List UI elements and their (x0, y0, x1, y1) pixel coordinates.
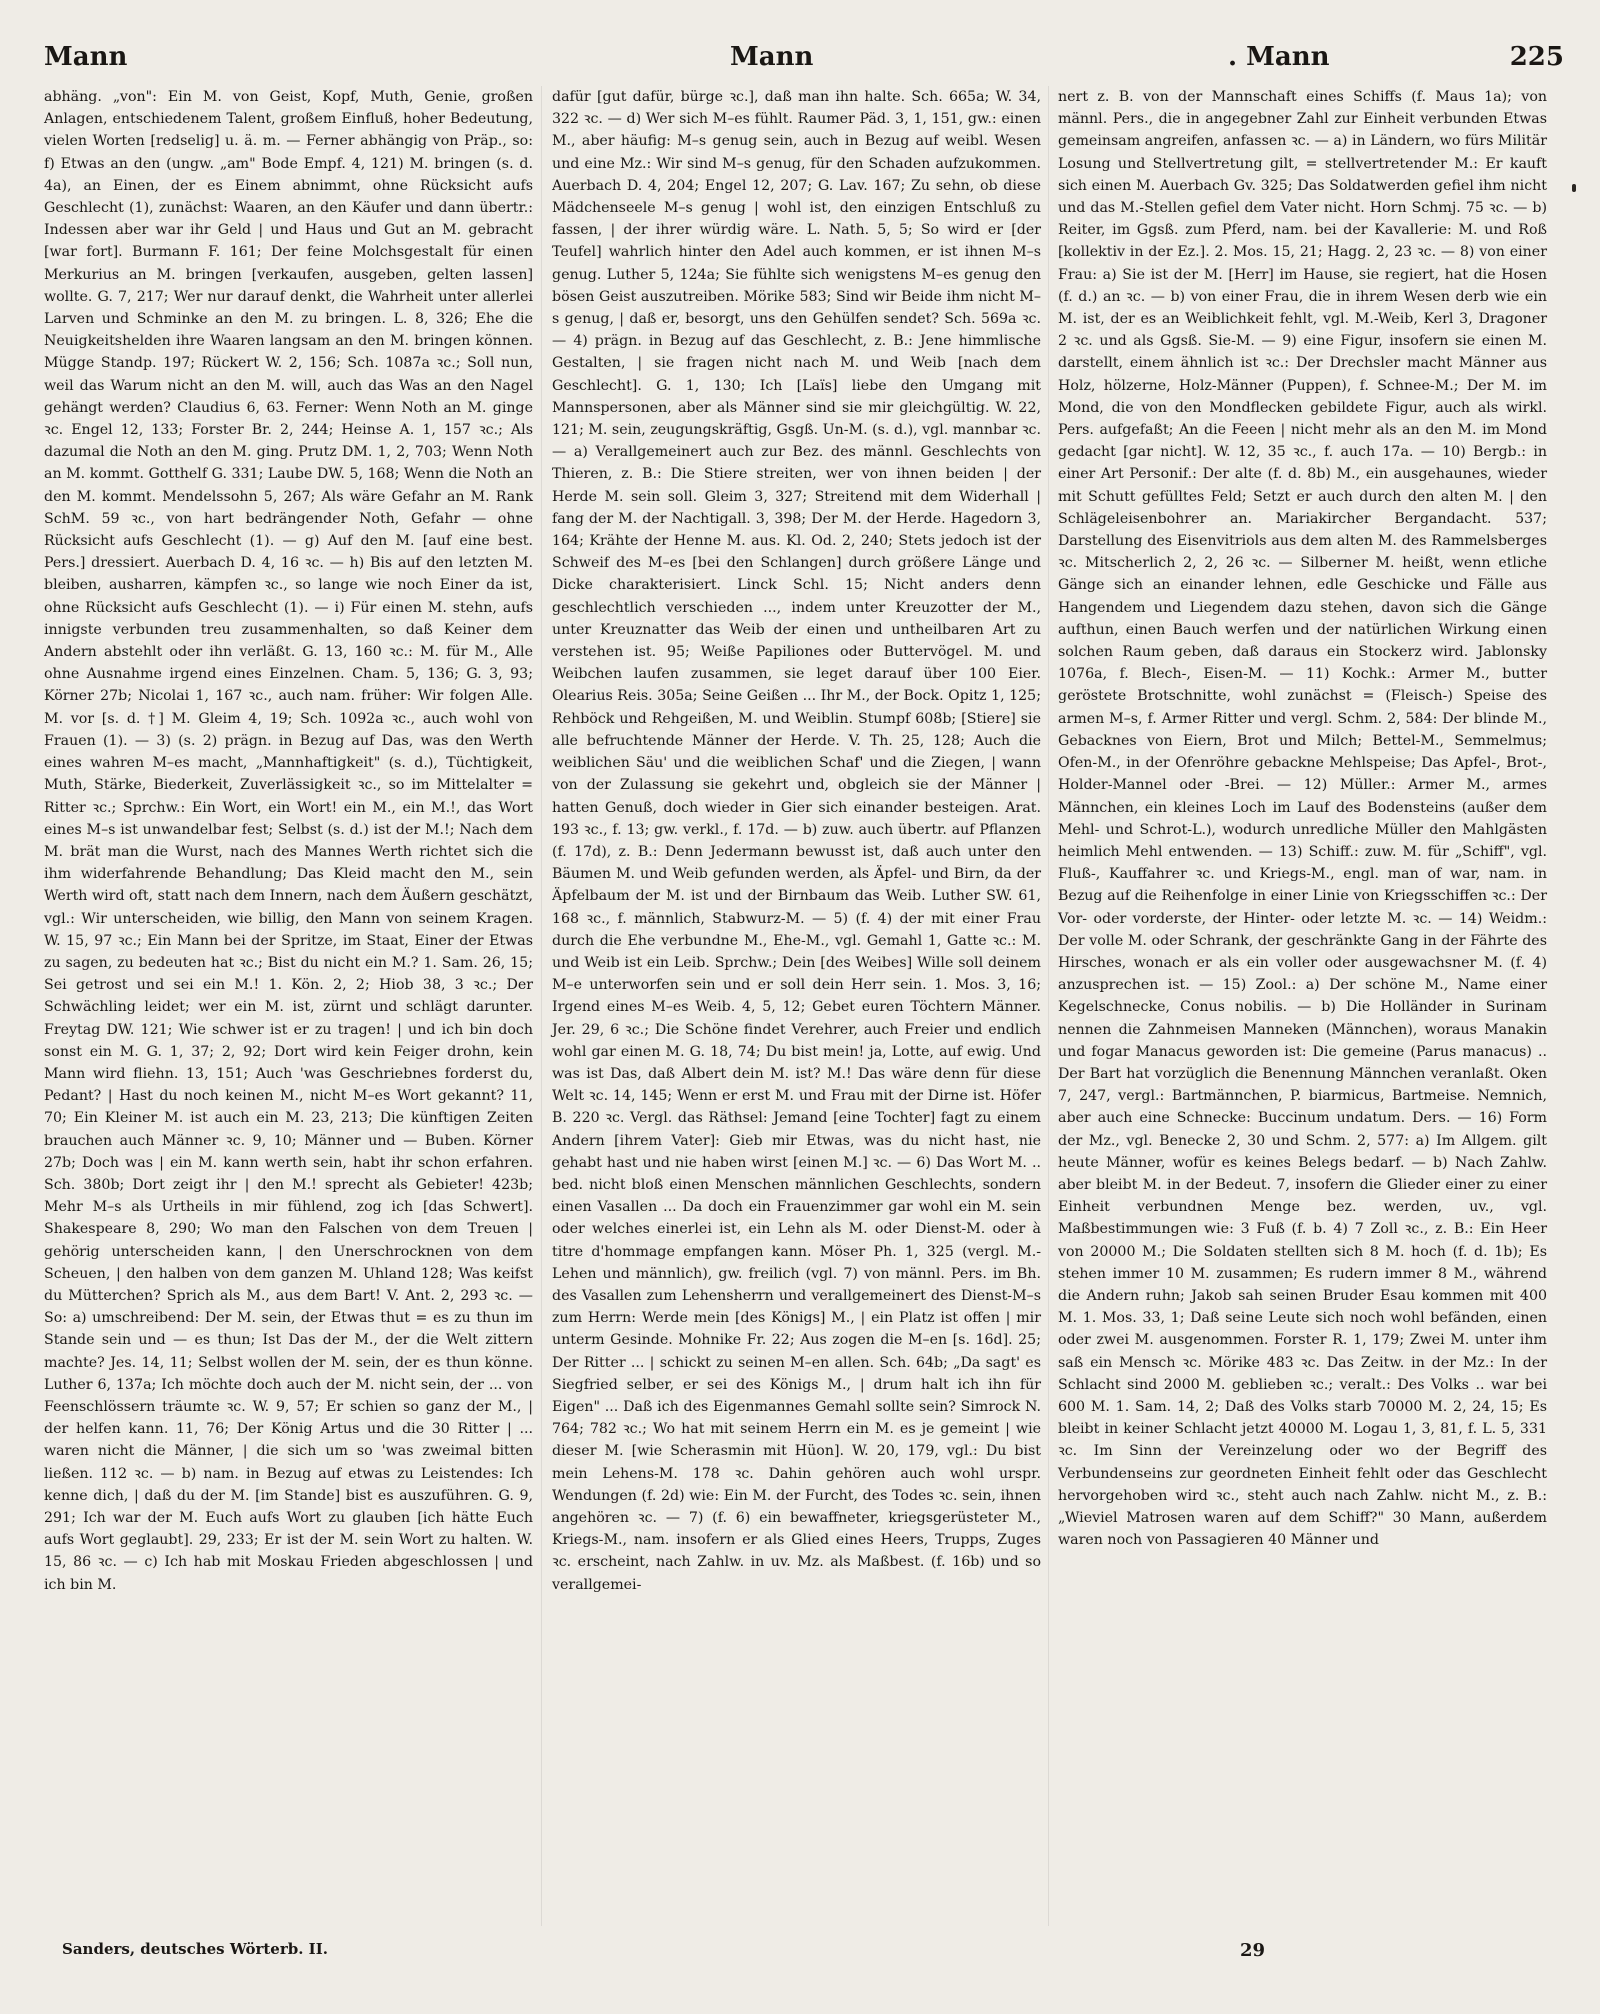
entry-text: abhäng. „von": Ein M. von Geist, Kopf, Muth, Genie, großen Anlagen, entschiedenem Talent, großem Einfluß, hoher Bedeutung, vielen Worten [redselig] u. ä. m. — Ferner abhängig von Präp., so: f) Etwas an den (ungw. „am" Bode Empf. 4, 121) M. bringen (s. d. 4a), an Einen, der es Einem abnimmt, ohne Rücksicht aufs Geschlecht (1), zunächst: Waaren, an den Käufer und dann übertr.: Indessen aber war ihr Geld | und Haus und Gut an M. gebracht [war fort]. Burmann F. 161; Der feine Molchsgestalt für einen Merkurius an M. bringen [verkaufen, ausgeben, gelten lassen] wollte. G. 7, 217; Wer nur darauf denkt, die Wahrheit unter allerlei Larven und Schminke an den M. zu bringen. L. 8, 326; Ehe die Neuigkeitshelden ihre Waaren langsam an den M. bringen können. Müggе Standp. 197; Rückert W. 2, 156; Sch. 1087a ꝛc.; Soll nun, weil das Warum nicht an den M. will, auch das Was an den Nagel gehängt werden? Claudius 6, 63. Ferner: Wenn Noth an M. ginge ꝛc. Engel 12, 133; Forster Br. 2, 244; Heinse A. 1, 157 ꝛc.; Als dazumal die Noth an den M. ging. Prutz DM. 1, 2, 703; Wenn Noth an M. kommt. Gotthelf G. 331; Laube DW. 5, 168; Wenn die Noth an den M. kommt. Mendelssohn 5, 267; Als wäre Gefahr an M. Rank SchM. 59 ꝛc., von hart bedrängender Noth, Gefahr — ohne Rücksicht aufs Geschlecht (1). — g) Auf den M. [auf eine best. Pers.] dressiert. Auerbach D. 4, 16 ꝛc. — h) Bis auf den letzten M. bleiben, ausharren, kämpfen ꝛc., so lange wie noch Einer da ist, ohne Rücksicht aufs Geschlecht (1). — i) Für einen M. stehn, aufs innigste verbunden treu zusammenhalten, so daß Keiner dem Andern abstehlt oder ihn verläßt. G. 13, 160 ꝛc.: M. für M., Alle ohne Ausnahme irgend eines Einzelnen. Cham. 5, 136; G. 3, 93; Körner 27b; Nicolai 1, 167 ꝛc., auch nam. früher: Wir folgen Alle. M. vor [s. d. †] M. Gleim 4, 19; Sch. 1092a ꝛc., auch wohl von Frauen (1). — 3) (s. 2) prägn. in Bezug auf Das, was den Werth eines wahren M–es macht, „Mannhaftigkeit" (s. d.), Tüchtigkeit, Muth, Stärke, Biederkeit, Zuverlässigkeit ꝛc., so im Mittelalter = Ritter ꝛc.; Sprchw.: Ein Wort, ein Wort! ein M., ein M.!, das Wort eines M–s ist unwandelbar fest; Selbst (s. d.) ist der M.!; Nach dem M. brät man die Wurst, nach des Mannes Werth richtet sich die ihm widerfahrende Behandlung; Das Kleid macht den M., sein Werth wird oft, statt nach dem Innern, nach dem Äußern geschätzt, vgl.: Wir unterscheiden, wie billig, den Mann von seinem Kragen. W. 15, 97 ꝛc.; Ein Mann bei der Spritze, im Staat, Einer der Etwas zu sagen, zu bedeuten hat ꝛc.; Bist du nicht ein M.? 1. Sam. 26, 15; Sei getrost und sei ein M.! 1. Kön. 2, 2; Hiob 38, 3 ꝛc.; Der Schwächling leidet; wer ein M. ist, zürnt und schlägt darunter. Freytag DW. 121; Wie schwer ist er zu tragen! | und ich bin doch sonst ein M. G. 1, 37; 2, 92; Dort wird kein Feiger drohn, kein Mann wird fliehn. 13, 151; Auch 'was Geschriebnes forderst du, Pedant? | Hast du noch keinen M., nicht M–es Wort gekannt? 11, 70; Ein Kleiner M. ist auch ein M. 23, 213; Die künftigen Zeiten brauchen auch Männer ꝛc. 9, 10; Männer und — Buben. Körner 27b; Doch was | ein M. kann werth sein, habt ihr schon erfahren. Sch. 380b; Dort zeigt ihr | den M.! sprecht als Gebieter! 423b; Mehr M–s als Urtheils in mir fühlend, zog ich [das Schwert]. Shakespeare 8, 290; Wo man den Falschen von dem Treuen | gehörig unterscheiden kann, | den Unerschrocknen von dem Scheuen, | den halben von dem ganzen M. Uhland 128; Was keifst du Mütterchen? Sprich als M., aus dem Bart! V. Ant. 2, 293 ꝛc. — So: a) umschreibend: Der M. sein, der Etwas thut = es zu thun im Stande sein und — es thun; Ist Das der M., der die Welt zittern machte? Jes. 14, 11; Selbst wollen der M. sein, der es thun könne. Luther 6, 137a; Ich möchte doch auch der M. nicht sein, der ... von Feenschlössern träumte ꝛc. W. 9, 57; Er schien so ganz der M., | der helfen kann. 11, 76; Der König Artus und die 30 Ritter | ... waren nicht die Männer, | die sich um so 'was zweimal bitten ließen. 112 ꝛc. — b) nam. in Bezug auf etwas zu Leistendes: Ich kenne dich, | daß du der M. [im Stande] bist es auszuführen. G. 9, 291; Ich war der M. Euch aufs Wort zu glauben [ich hätte Euch aufs Wort geglaubt]. 29, 233; Er ist der M. sein Wort zu halten. W. 15, 86 ꝛc. — c) Ich hab mit Moskau Frieden abgeschlossen | und ich bin M. (44, 89, 533, 1593)
headword-left: Mann (44, 42, 128, 72)
headword-center: Mann (730, 42, 814, 72)
entry-text: nert z. B. von der Mannschaft eines Schiffs (f. Maus 1a); von männl. Pers., die in angegebner Zahl zur Einheit verbunden Etwas gemeinsam angreifen, anfassen ꝛc. — a) in Ländern, wo fürs Militär Losung und Stellvertretung gilt, = stellvertretender M.: Er kauft sich einen M. Auerbach Gv. 325; Das Soldatwerden gefiel ihm nicht und das M.-Stellen gefiel dem Vater nicht. Horn Schmj. 75 ꝛc. — b) Reiter, im Ggsß. zum Pferd, nam. bei der Kavallerie: M. und Roß [kollektiv in der Ez.]. 2. Mos. 15, 21; Hagg. 2, 23 ꝛc. — 8) von einer Frau: a) Sie ist der M. [Herr] im Hause, sie regiert, hat die Hosen (f. d.) an ꝛc. — b) von einer Frau, die in ihrem Wesen derb wie ein M. ist, der es an Weiblichkeit fehlt, vgl. M.-Weib, Kerl 3, Dragoner 2 ꝛc. und als Ggsß. Sie-M. — 9) eine Figur, insofern sie einen M. darstellt, einem ähnlich ist ꝛc.: Der Drechsler macht Männer aus Holz, hölzerne, Holz-Männer (Puppen), f. Schnee-M.; Der M. im Mond, die von den Mondflecken gebildete Figur, auch als wirkl. Pers. aufgefaßt; An die Feeen | nicht mehr als an den M. im Mond gedacht [gar nicht]. W. 12, 35 ꝛc., f. auch 17a. — 10) Bergb.: in einer Art Personif.: Der alte (f. d. 8b) M., ein ausgehaunes, wieder mit Schutt gefülltes Feld; Setzt er auch durch den alten M. | den Schlägeleisenbohrer an. Mariakircher Bergandacht. 537; Darstellung des Eisenvitriols aus dem alten M. des Rammelsberges ꝛc. Mitscherlich 2, 2, 26 ꝛc. — Silberner M. heißt, wenn etliche Gänge sich an einander lehnen, edle Geschicke und Fälle aus Hangendem und Liegendem dazu stehen, davon sich die Gänge aufthun, einen Bauch werfen und der natürlichen Wirkung einen solchen Raum geben, daß daraus ein Stockerz wird. Jablonsky 1076a, f. Blech-, Eisen-M. — 11) Kochk.: Armer M., butter geröstete Brotschnitte, wohl zunächst = (Fleisch-) Speise des armen M–s, f. Armer Ritter und vergl. Schm. 2, 584: Der blinde M., Gebacknes von Eiern, Brot und Milch; Bettel-M., Semmelmus; Ofen-M., in der Ofenröhre gebackne Mehlspeise; Das Apfel-, Brot-, Holder-Mannel oder -Brei. — 12) Müller.: Armer M., armes Männchen, ein kleines Loch im Lauf des Bodensteins (außer dem Mehl- und Schrot-L.), wodurch unredliche Müller den Mahlgästen heimlich Mehl entwenden. — 13) Schiff.: zuw. M. für „Schiff", vgl. Fluß-, Kauffahrer ꝛc. und Kriegs-M., engl. man of war, nam. in Bezug auf die Reihenfolge in einer Linie von Kriegsschiffen ꝛc.: Der Vor- oder vorderste, der Hinter- oder letzte M. ꝛc. — 14) Weidm.: Der volle M. oder Schrank, der geschränkte Gang in der Fährte des Hirsches, wonach er als ein voller oder ausgewachsner M. (f. 4) anzusprechen ist. — 15) Zool.: a) Der schöne M., Name einer Kegelschnecke, Conus nobilis. — b) Die Holländer in Surinam nennen die Zahnmeisen Manneken (Männchen), woraus Manakin und fogar Manacus geworden ist: Die gemeine (Parus manacus) .. Der Bart hat vorzüglich die Benennung Männchen veranlaßt. Oken 7, 247, vergl.: Bartmännchen, P. biarmicus, Bartmeise. Nemnich, aber auch eine Schnecke: Buccinum undatum. Ders. — 16) Form der Mz., vgl. Benecke 2, 30 und Schm. 2, 577: a) Im Allgem. gilt heute Männer, wofür es keines Belegs bedarf. — b) Nach Zahlw. aber bleibt M. in der Bedeut. 7, insofern die Glieder einer zu einer Einheit verbundnen Menge bez. werden, uv., vgl. Maßbestimmungen wie: 3 Fuß (f. b. 4) 7 Zoll ꝛc., z. B.: Ein Heer von 20000 M.; Die Soldaten stellten sich 8 M. hoch (f. d. 1b); Es stehen immer 10 M. zusammen; Es rudern immer 8 M., während die Andern ruhn; Jakob sah seinen Bruder Esau kommen mit 400 M. 1. Mos. 33, 1; Daß seine Leute sich noch wohl befänden, einen oder zwei M. ausgenommen. Forster R. 1, 179; Zwei M. unter ihm saß ein Mensch ꝛc. Mörike 483 ꝛc. Das Zeitw. in der Mz.: In der Schlacht sind 2000 M. geblieben ꝛc.; veralt.: Des Volks .. war bei 600 M. 1. Sam. 14, 2; Daß des Volks starb 70000 M. 2, 24, 15; Es bleibt in keiner Schlacht jetzt 40000 M. Logau 1, 3, 81, f. L. 5, 331 ꝛc. Im Sinn der Vereinzelung oder wo der Begriff des Verbundenseins zur geordneten Einheit fehlt oder das Geschlecht hervorgehoben wird ꝛc., steht auch nach Zahlw. nicht M., z. B.: „Wieviel Matrosen waren auf dem Schiff?" 30 Mann, außerdem waren noch von Passagieren 40 Männer und (1058, 89, 1547, 1549)
margin-mark (1572, 184, 1576, 192)
signature-mark: 29 (1240, 1940, 1266, 1961)
text-column-middle (552, 86, 1041, 1596)
footer-imprint: Sanders, deutsches Wörterb. II. (62, 1940, 328, 1958)
column-rule-1 (541, 86, 542, 1926)
headword-right: . Mann (1228, 42, 1330, 72)
text-column-left (44, 86, 533, 1596)
page-number: 225 (1509, 42, 1564, 72)
running-header (44, 42, 1564, 82)
column-rule-2 (1048, 86, 1049, 1926)
entry-text: dafür [gut dafür, bürge ꝛc.], daß man ihn halte. Sch. 665a; W. 34, 322 ꝛc. — d) Wer sich M–es fühlt. Raumer Päd. 3, 1, 151, gw.: einen M., aber häufig: M–s genug sein, auch in Bezug auf weibl. Wesen und eine Mz.: Wir sind M–s genug, für den Schaden aufzukommen. Auerbach D. 4, 204; Engel 12, 207; G. Lav. 167; Zu sehn, ob diese Mädchenseele M–s genug | wohl ist, den einzigen Entschluß zu fassen, | der ihrer würdig wäre. L. Nath. 5, 5; So wird er [der Teufel] wahrlich hinter den Adel auch kommen, er ist ihnen M–s genug. Luther 5, 124a; Sie fühlte sich wenigstens M–es genug den bösen Geist auszutreiben. Mörike 583; Sind wir Beide ihm nicht M–s genug, | daß er, besorgt, uns den Gehülfen sendet? Sch. 569a ꝛc. — 4) prägn. in Bezug auf das Geschlecht, z. B.: Jene himmlische Gestalten, | sie fragen nicht nach M. und Weib [nach dem Geschlecht]. G. 1, 130; Ich [Laïs] liebe den Umgang mit Mannspersonen, aber als Männer sind sie mir gleichgültig. W. 22, 121; M. sein, zeugungskräftig, Gsgß. Un-M. (s. d.), vgl. mannbar ꝛc. — a) Verallgemeinert auch zur Bez. des männl. Geschlechts von Thieren, z. B.: Die Stiere streiten, wer von ihnen beiden | der Herde M. sein soll. Gleim 3, 327; Streitend mit dem Widerhall | fang der M. der Nachtigall. 3, 398; Der M. der Herde. Hagedorn 3, 164; Krähte der Henne M. aus. Kl. Od. 2, 240; Stets jedoch ist der Schweif des M–es [bei den Schlangen] durch größere Länge und Dicke charakterisiert. Linck Schl. 15; Nicht anders denn geschlechtlich verschieden ..., indem unter Kreuzotter der M., unter Kreuznatter das Weib der einen und untheilbaren Art zu verstehen ist. 95; Weiße Papiliones oder Buttervögel. M. und Weibchen laufen zusammen, sie leget darauf über 100 Eier. Olearius Reis. 305a; Seine Geißen ... Ihr M., der Bock. Opitz 1, 125; Rehböck und Rehgeißen, M. und Weiblin. Stumpf 608b; [Stiere] sie alle befruchtende Männer der Herde. V. Th. 25, 128; Auch die weiblichen Säu' und die weiblichen Schaf' und die Ziegen, | wann von der Zulassung sie gekehrt und, obgleich sie der Männer | hatten Genuß, doch wieder in Gier sich einander besteigen. Arat. 193 ꝛc., f. 13; gw. verkl., f. 17d. — b) zuw. auch übertr. auf Pflanzen (f. 17d), z. B.: Denn Jedermann bewusst ist, daß auch unter den Bäumen M. und Weib gefunden werden, als Äpfel- und Birn, da der Äpfelbaum der M. ist und der Birnbaum das Weib. Luther SW. 61, 168 ꝛc., f. männlich, Stabwurz-M. — 5) (f. 4) der mit einer Frau durch die Ehe verbundne M., Ehe-M., vgl. Gemahl 1, Gatte ꝛc.: M. und Weib ist ein Leib. Sprchw.; Dein [des Weibes] Wille soll deinem M–e unterworfen sein und er soll dein Herr sein. 1. Mos. 3, 16; Irgend eines M–es Weib. 4, 5, 12; Gebet euren Töchtern Männer. Jer. 29, 6 ꝛc.; Die Schöne findet Verehrer, auch Freier und endlich wohl gar einen M. G. 18, 74; Du bist mein! ja, Lotte, auf ewig. Und was ist Das, daß Albert dein M. ist? M.! Das wäre denn für diese Welt ꝛc. 14, 145; Wenn er erst M. und Frau mit der Dirne ist. Höfer B. 220 ꝛc. Vergl. das Räthsel: Jemand [eine Tochter] fagt zu einem Andern [ihrem Vater]: Gieb mir Etwas, was du nicht hast, nie gehabt hast und nie haben wirst [einen M.] ꝛc. — 6) Das Wort M. .. bed. nicht bloß einen Menschen männlichen Geschlechts, sondern einen Vasallen ... Da doch ein Frauenzimmer gar wohl ein M. sein oder welches einerlei ist, ein Lehn als M. oder Dienst-M. oder à titre d'hommage empfangen kann. Möser Ph. 1, 325 (vergl. M.-Lehen und männlich), gw. freilich (vgl. 7) von männl. Pers. im Bh. des Vasallen zum Lehensherrn und verallgemeinert des Dienst-M–s zum Herrn: Werde mein [des Königs] M., | ein Platz ist offen | mir unterm Gesinde. Mohnike Fr. 22; Aus zogen die M–en [s. 16d]. 25; Der Ritter ... | schickt zu seinen M–en allen. Sch. 64b; „Da sagt' es Siegfried selber, er sei des Königs M., | drum halt ich ihn für Eigen" ... Daß ich des Eigenmannes Gemahl sollte sein? Simrock N. 764; 782 ꝛc.; Wo hat mit seinem Herrn ein M. es je gemeint | wie dieser M. [wie Scherasmin mit Hüon]. W. 20, 179, vgl.: Du bist mein Lehens-M. 178 ꝛc. Dahin gehören auch wohl urspr. Wendungen (f. 2d) wie: Ein M. der Furcht, des Todes ꝛc. sein, ihnen angehören ꝛc. — 7) (f. 6) ein bewaffneter, kriegsgerüsteter M., Kriegs-M., nam. insofern er als Glied eines Heers, Trupps, Zuges ꝛc. erscheint, nach Zahlw. in uv. Mz. als Maßbest. (f. 16b) und so verallgemei- (552, 89, 1041, 1593)
text-column-right (1058, 86, 1547, 1551)
